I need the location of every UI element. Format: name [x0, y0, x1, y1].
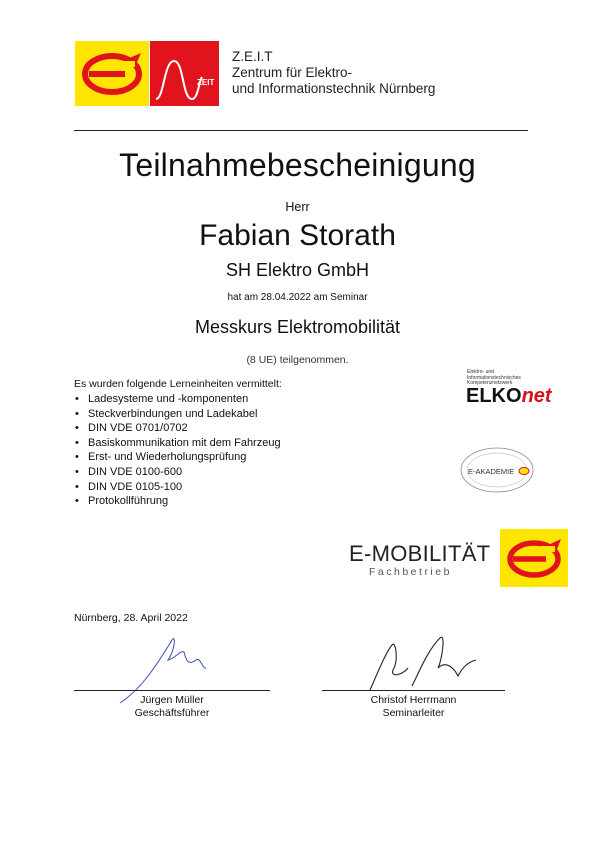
list-item: • DIN VDE 0701/0702	[74, 421, 281, 436]
participant-name: Fabian Storath	[199, 219, 396, 252]
signature-line-left	[74, 690, 270, 691]
list-item: • Steckverbindungen und Ladekabel	[74, 407, 281, 422]
e-check-logo-small	[500, 529, 568, 587]
signer-right-name: Christof Herrmann	[370, 694, 457, 706]
wave-icon	[150, 41, 219, 106]
signer-right	[322, 694, 505, 720]
certificate-title: Teilnahmebescheinigung	[119, 147, 476, 183]
emobility-title: E-MOBILITÄT	[349, 541, 491, 566]
units-intro: Es wurden folgende Lerneinheiten vermittelt:	[74, 378, 282, 390]
org-abbrev: Z.E.I.T	[232, 49, 273, 64]
units-list	[74, 392, 281, 509]
e-swoosh-icon	[75, 41, 149, 106]
signer-left-name: Jürgen Müller	[140, 694, 204, 706]
seminar-date-line: hat am 28.04.2022 am Seminar	[227, 292, 368, 303]
list-item: • DIN VDE 0100-600	[74, 465, 281, 480]
salutation: Herr	[285, 200, 310, 214]
signer-left-role: Geschäftsführer	[134, 707, 210, 719]
akademie-label: E-AKADEMIE	[468, 467, 515, 476]
elko-tagline-2: Informationstechnisches	[467, 374, 521, 381]
list-item: • DIN VDE 0105-100	[74, 480, 281, 495]
list-item: • Protokollführung	[74, 494, 281, 509]
course-title: Messkurs Elektromobilität	[194, 317, 401, 337]
e-check-logo	[75, 41, 149, 106]
zeit-badge-text: ZEIT	[197, 78, 215, 87]
e-swoosh-icon	[500, 529, 568, 587]
elko-tagline-1: Elektro- und	[467, 369, 494, 375]
signer-left	[74, 694, 270, 720]
list-item: • Basiskommunikation mit dem Fahrzeug	[74, 436, 281, 451]
company-name: SH Elektro GmbH	[225, 260, 370, 280]
org-line-1: Zentrum für Elektro-	[232, 65, 353, 80]
e-mini-icon	[519, 468, 529, 475]
place-date: Nürnberg, 28. April 2022	[74, 612, 188, 624]
signature-line-right	[322, 690, 505, 691]
list-item: • Erst- und Wiederholungsprüfung	[74, 450, 281, 465]
elko-tagline-3: Kompetenznetzwerk	[467, 380, 513, 386]
organization-name	[232, 49, 435, 97]
course-hours: (8 UE) teilgenommen.	[246, 354, 349, 366]
signer-right-role: Seminarleiter	[382, 707, 445, 719]
list-item: • Ladesysteme und -komponenten	[74, 392, 281, 407]
elko-text: ELKO	[466, 385, 522, 407]
elkonet-logo	[466, 385, 552, 408]
zeit-logo	[150, 41, 219, 106]
e-akademie-seal	[458, 444, 536, 496]
elko-net-text: net	[521, 385, 552, 407]
header-divider	[74, 130, 528, 131]
emobility-subtitle: Fachbetrieb	[369, 566, 452, 578]
signature-right	[370, 637, 476, 690]
org-line-2: und Informationstechnik Nürnberg	[232, 81, 436, 96]
